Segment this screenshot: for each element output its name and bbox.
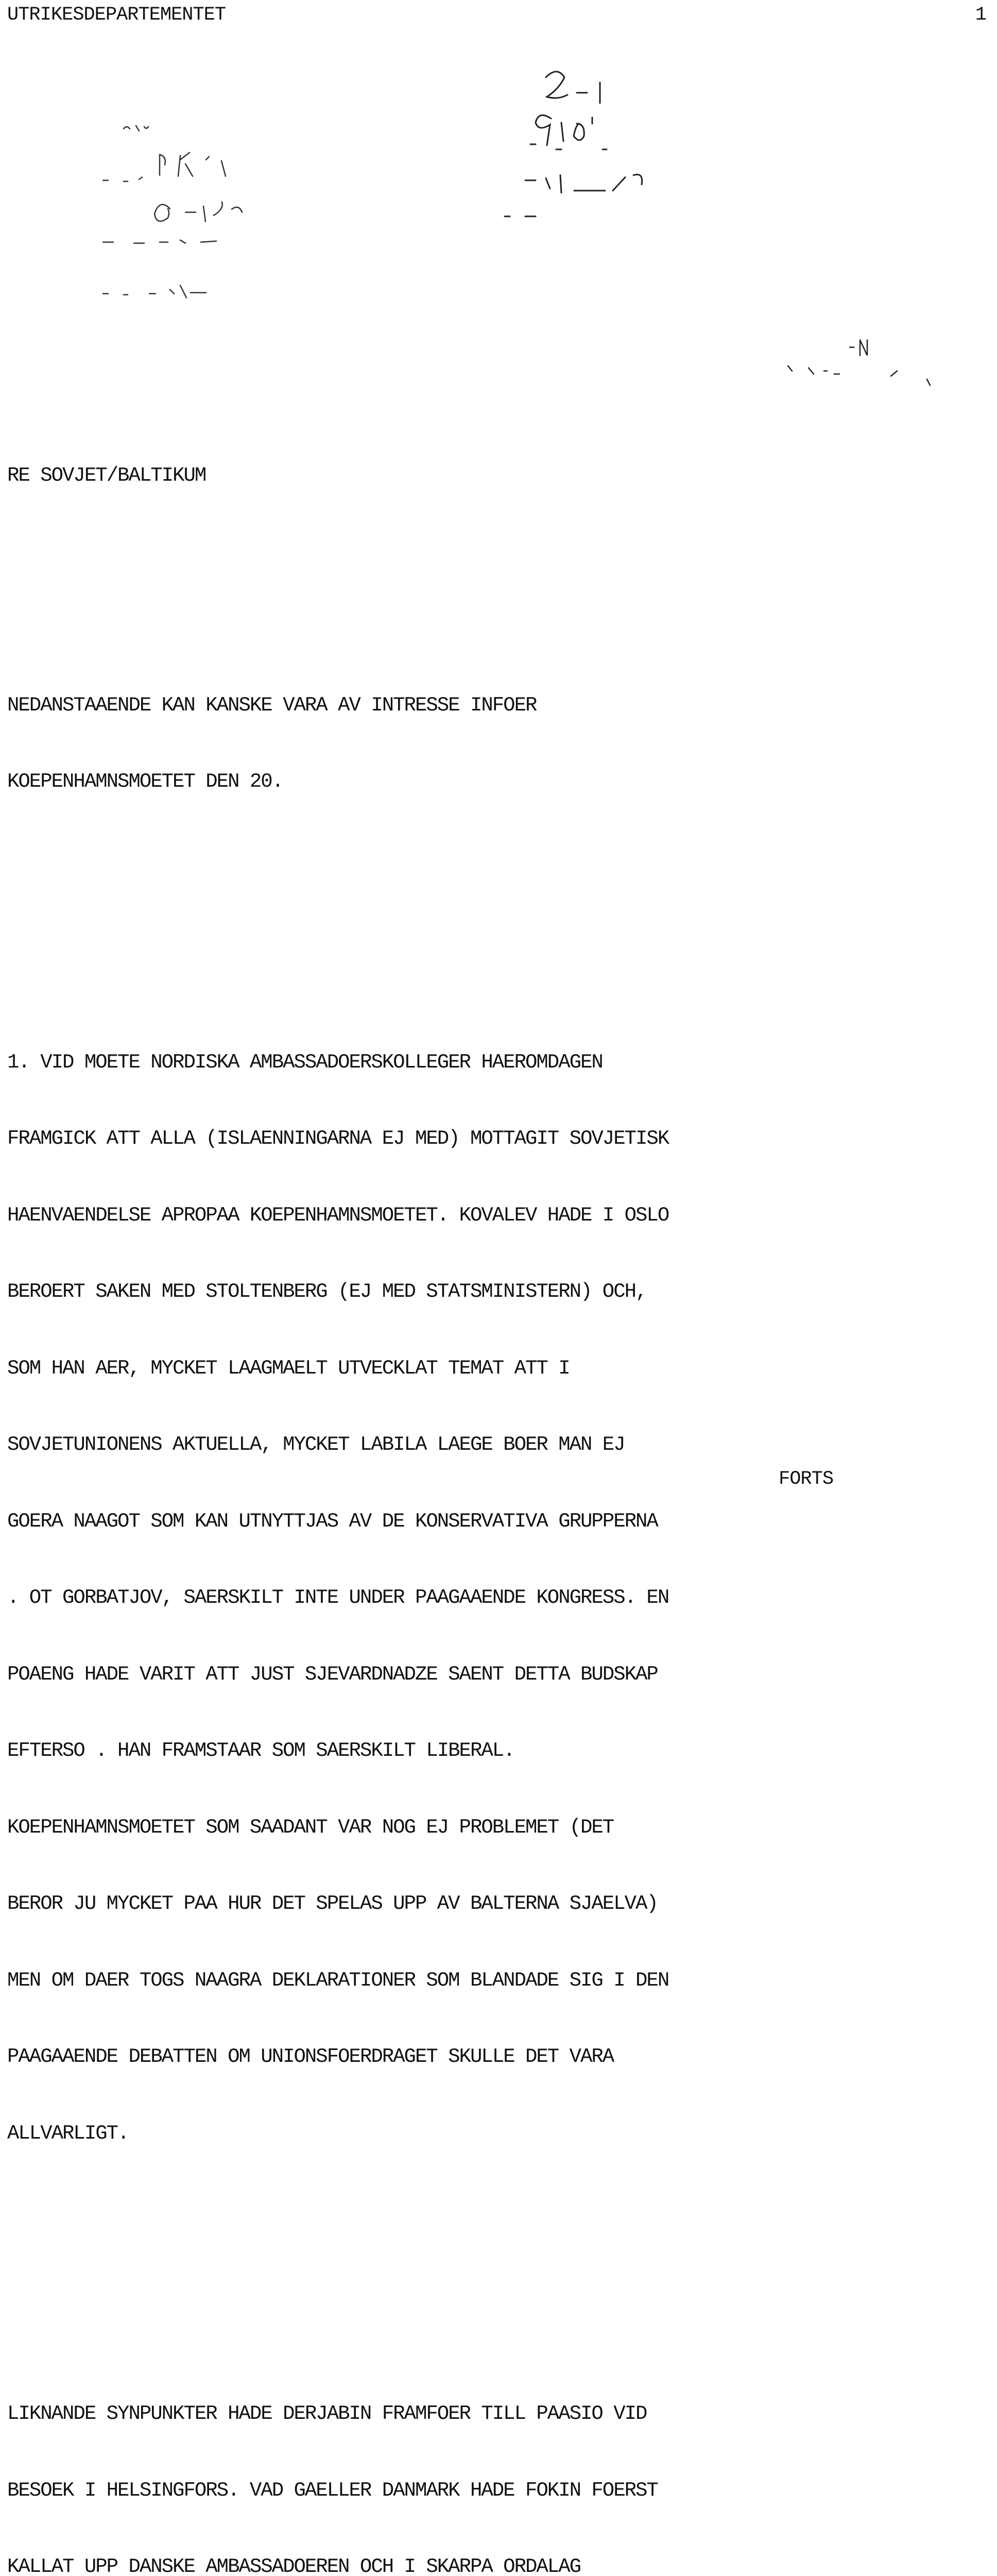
document-body <box>7 412 975 2576</box>
text-line: GOERA NAAGOT SOM KAN UTNYTTJAS AV DE KONSERVATIVA GRUPPERNA <box>7 1510 658 1533</box>
text-line: KOEPENHAMNSMOETET DEN 20. <box>7 770 283 793</box>
section-1-paragraph <box>7 999 975 2198</box>
text-line: SOM HAN AER, MYCKET LAAGMAELT UTVECKLAT TEMAT ATT I <box>7 1357 570 1380</box>
text-line: ALLVARLIGT. <box>7 2122 129 2145</box>
text-line: PAAGAAENDE DEBATTEN OM UNIONSFOERDRAGET SKULLE DET VARA <box>7 2045 614 2068</box>
text-line: KOEPENHAMNSMOETET SOM SAADANT VAR NOG EJ PROBLEMET (DET <box>7 1816 614 1839</box>
intro-paragraph <box>7 642 975 846</box>
text-line: HAENVAENDELSE APROPAA KOEPENHAMNSMOETET. KOVALEV HADE I OSLO <box>7 1204 669 1227</box>
text-line: BESOEK I HELSINGFORS. VAD GAELLER DANMARK HADE FOKIN FOERST <box>7 2479 658 2502</box>
text-line: KALLAT UPP DANSKE AMBASSADOEREN OCH I SKARPA ORDALAG <box>7 2555 580 2576</box>
handwritten-number-mark <box>500 62 736 234</box>
continued-marker: FORTS <box>779 1468 834 1490</box>
similar-viewpoints-paragraph <box>7 2350 975 2576</box>
text-line: EFTERSO . HAN FRAMSTAAR SOM SAERSKILT LIBERAL. <box>7 1739 514 1762</box>
text-line: . OT GORBATJOV, SAERSKILT INTE UNDER PAAGAAENDE KONGRESS. EN <box>7 1586 669 1609</box>
text-line: NEDANSTAAENDE KAN KANSKE VARA AV INTRESSE INFOER <box>7 693 537 717</box>
page-number: 1 <box>975 4 987 26</box>
text-line: 1. VID MOETE NORDISKA AMBASSADOERSKOLLEGER HAEROMDAGEN <box>7 1050 603 1074</box>
text-line: SOVJETUNIONENS AKTUELLA, MYCKET LABILA LAEGE BOER MAN EJ <box>7 1433 625 1456</box>
text-line: MEN OM DAER TOGS NAAGRA DEKLARATIONER SOM BLANDADE SIG I DEN <box>7 1969 669 1992</box>
text-line: BEROR JU MYCKET PAA HUR DET SPELAS UPP AV BALTERNA SJAELVA) <box>7 1892 658 1915</box>
subject-line: RE SOVJET/BALTIKUM <box>7 464 206 487</box>
text-line: BEROERT SAKEN MED STOLTENBERG (EJ MED STATSMINISTERN) OCH, <box>7 1280 647 1303</box>
faint-mark-right <box>788 330 953 404</box>
text-line: LIKNANDE SYNPUNKTER HADE DERJABIN FRAMFOER TILL PAASIO VID <box>7 2402 647 2425</box>
text-line: FRAMGICK ATT ALLA (ISLAENNINGARNA EJ MED) MOTTAGIT SOVJETISK <box>7 1127 669 1150</box>
department-header: UTRIKESDEPARTEMENTET <box>7 4 226 26</box>
text-line: POAENG HADE VARIT ATT JUST SJEVARDNADZE SAENT DETTA BUDSKAP <box>7 1663 658 1686</box>
faint-stamp-left <box>103 98 319 317</box>
